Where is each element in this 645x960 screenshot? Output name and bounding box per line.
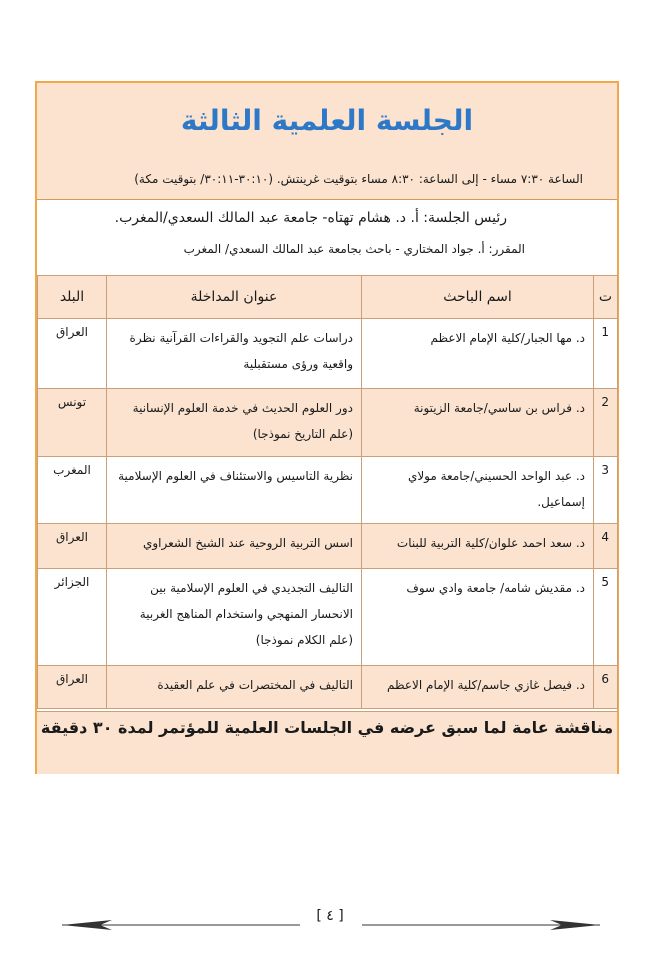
time-banner: [37, 158, 617, 200]
right-arrow-ornament: [362, 920, 600, 930]
header-topic: عنوان المداخلة: [107, 276, 362, 319]
table-row: [38, 319, 618, 389]
page-number: [ ٤ ]: [316, 908, 344, 924]
row-country: الجزائر: [38, 569, 107, 666]
row-num: 4: [594, 524, 618, 569]
row-num: 2: [594, 389, 618, 457]
session-frame: [35, 81, 619, 774]
row-topic: دور العلوم الحديث في خدمة العلوم الإنسانية (علم التاريخ نموذجا): [107, 389, 362, 457]
table-row: [38, 524, 618, 569]
closing-note: مناقشة عامة لما سبق عرضه في الجلسات العلمية للمؤتمر لمدة ٣٠ دقيقة: [40, 718, 614, 737]
table-row: [38, 569, 618, 666]
row-researcher: د. فيصل غازي جاسم/كلية الإمام الاعظم: [362, 666, 594, 709]
row-country: العراق: [38, 524, 107, 569]
row-researcher: د. عبد الواحد الحسيني/جامعة مولاي إسماعيل.: [362, 457, 594, 524]
header-num: ت: [594, 276, 618, 319]
session-title: الجلسة العلمية الثالثة: [180, 104, 474, 137]
row-num: 5: [594, 569, 618, 666]
session-chair: رئيس الجلسة: أ. د. هشام تهتاه- جامعة عبد المالك السعدي/المغرب.: [114, 210, 507, 226]
row-topic: التاليف في المختصرات في علم العقيدة: [107, 666, 362, 709]
row-country: تونس: [38, 389, 107, 457]
row-topic: دراسات علم التجويد والقراءات القرآنية نظرة واقعية ورؤى مستقبلية: [107, 319, 362, 389]
row-topic: اسس التربية الروحية عند الشيخ الشعراوي: [107, 524, 362, 569]
table-header-row: [38, 276, 618, 319]
table-row: [38, 666, 618, 709]
session-time: الساعة ٧:٣٠ مساء - إلى الساعة: ٨:٣٠ مساء بتوقيت غرينتش. (٣٠:١٠-٣٠:١١/ بتوقيت مكة): [134, 171, 583, 186]
left-arrow-ornament: [62, 920, 300, 930]
row-num: 1: [594, 319, 618, 389]
row-researcher: د. مها الجبار/كلية الإمام الاعظم: [362, 319, 594, 389]
chair-section: [37, 200, 617, 276]
header-country: البلد: [38, 276, 107, 319]
papers-table: [37, 275, 618, 709]
closing-discussion: [37, 711, 617, 774]
table-row: [38, 457, 618, 524]
row-country: المغرب: [38, 457, 107, 524]
row-country: العراق: [38, 319, 107, 389]
row-topic: التاليف التجديدي في العلوم الإسلامية بين الانحسار المنهجي واستخدام المناهج الغربية (علم الكلام نموذجا): [107, 569, 362, 666]
row-num: 6: [594, 666, 618, 709]
row-researcher: د. مقديش شامه/ جامعة وادي سوف: [362, 569, 594, 666]
row-topic: نظرية التاسيس والاستئناف في العلوم الإسلامية: [107, 457, 362, 524]
session-rapporteur: المقرر: أ. جواد المختاري - باحث بجامعة عبد المالك السعدي/ المغرب: [183, 242, 525, 256]
row-researcher: د. فراس بن ساسي/جامعة الزيتونة: [362, 389, 594, 457]
title-banner: [37, 83, 617, 159]
table-row: [38, 389, 618, 457]
row-country: العراق: [38, 666, 107, 709]
header-researcher: اسم الباحث: [362, 276, 594, 319]
row-num: 3: [594, 457, 618, 524]
row-researcher: د. سعد احمد علوان/كلية التربية للبنات: [362, 524, 594, 569]
